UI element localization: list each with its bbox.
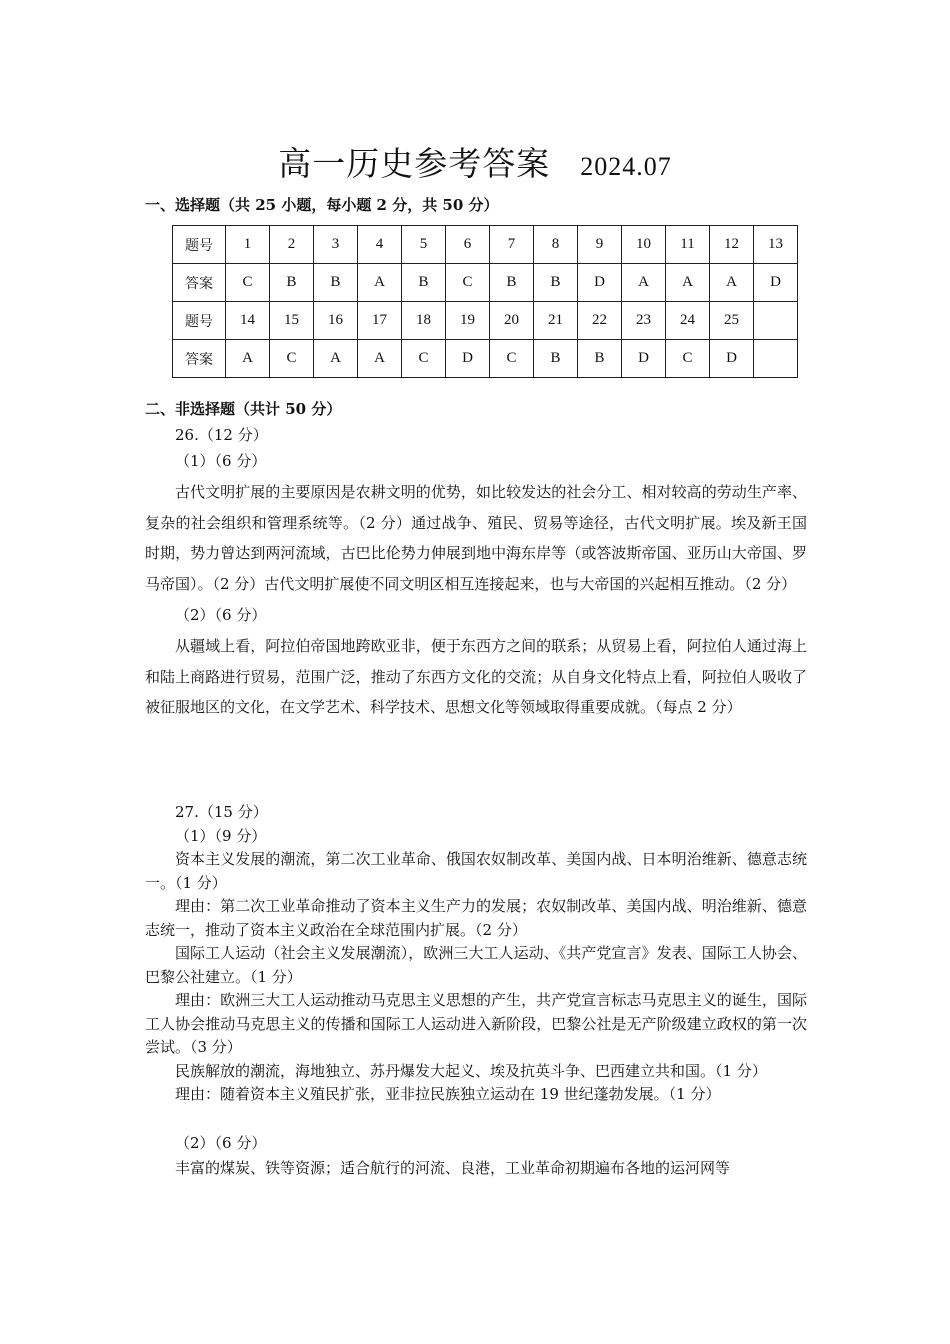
question-number-cell: 6 bbox=[446, 226, 490, 264]
answer-letter-cell: B bbox=[534, 264, 578, 302]
question-number-row bbox=[173, 302, 798, 340]
question-number-cell: 18 bbox=[402, 302, 446, 340]
question-number-cell: 3 bbox=[314, 226, 358, 264]
answer-row bbox=[173, 340, 798, 378]
q27-para: 国际工人运动（社会主义发展潮流），欧洲三大工人运动、《共产党宣言》发表、国际工人协会、巴黎公社建立。（1 分） bbox=[145, 944, 807, 986]
q26-part1-text: 古代文明扩展的主要原因是农耕文明的优势，如比较发达的社会分工、相对较高的劳动生产率、复杂的社会组织和管理系统等。（2 分）通过战争、殖民、贸易等途径，古代文明扩展。埃及新王国时期，势力曾达到两河流域，古巴比伦势力伸展到地中海东岸等（或答波斯帝国、亚历山大帝国、罗马帝国）。（2 分）古代文明扩展使不同文明区相互连接起来，也与大帝国的兴起相互推动。（2 分） bbox=[145, 483, 807, 593]
question-number-cell: 15 bbox=[270, 302, 314, 340]
question-number-cell: 11 bbox=[666, 226, 710, 264]
question-number-cell: 1 bbox=[226, 226, 270, 264]
question-number-cell: 21 bbox=[534, 302, 578, 340]
section2-heading: 二、非选择题（共计 50 分） bbox=[145, 400, 342, 418]
answer-letter-cell: A bbox=[622, 264, 666, 302]
question-number-cell: 4 bbox=[358, 226, 402, 264]
row-label: 题号 bbox=[173, 302, 226, 340]
answer-letter-cell: B bbox=[490, 264, 534, 302]
answer-letter-cell: C bbox=[402, 340, 446, 378]
answer-letter-cell: D bbox=[578, 264, 622, 302]
question-number-cell: 7 bbox=[490, 226, 534, 264]
answer-letter-cell: D bbox=[622, 340, 666, 378]
answer-letter-cell bbox=[754, 340, 798, 378]
row-label: 答案 bbox=[173, 340, 226, 378]
row-label: 答案 bbox=[173, 264, 226, 302]
question-number-cell: 23 bbox=[622, 302, 666, 340]
question-number-cell: 9 bbox=[578, 226, 622, 264]
q26-part2-text: 从疆域上看，阿拉伯帝国地跨欧亚非，便于东西方之间的联系；从贸易上看，阿拉伯人通过海上和陆上商路进行贸易，范围广泛，推动了东西方文化的交流；从自身文化特点上看，阿拉伯人吸收了被征服地区的文化，在文学艺术、科学技术、思想文化等领域取得重要成就。（每点 2 分） bbox=[145, 637, 807, 716]
title-date: 2024.07 bbox=[580, 152, 672, 181]
row-label: 题号 bbox=[173, 226, 226, 264]
question-number-cell: 22 bbox=[578, 302, 622, 340]
answer-letter-cell: B bbox=[534, 340, 578, 378]
answer-letter-cell: B bbox=[578, 340, 622, 378]
answer-letter-cell: A bbox=[710, 264, 754, 302]
q27-part2-text: 丰富的煤炭、铁等资源；适合航行的河流、良港，工业革命初期遍布各地的运河网等 bbox=[175, 1158, 731, 1177]
answer-letter-cell: A bbox=[358, 340, 402, 378]
q26-part1-label: （1）（6 分） bbox=[175, 452, 267, 470]
answer-letter-cell: C bbox=[226, 264, 270, 302]
question-number-cell: 10 bbox=[622, 226, 666, 264]
answer-letter-cell: C bbox=[666, 340, 710, 378]
q27-para: 民族解放的潮流，海地独立、苏丹爆发大起义、埃及抗英斗争、巴西建立共和国。（1 分） bbox=[175, 1061, 767, 1080]
question-number-cell: 12 bbox=[710, 226, 754, 264]
q26-part2-label: （2）（6 分） bbox=[175, 606, 267, 624]
answer-letter-cell: A bbox=[358, 264, 402, 302]
question-number-cell: 20 bbox=[490, 302, 534, 340]
answer-letter-cell: D bbox=[710, 340, 754, 378]
question-number-cell bbox=[754, 302, 798, 340]
question-number-cell: 24 bbox=[666, 302, 710, 340]
question-number-cell: 13 bbox=[754, 226, 798, 264]
question-number-cell: 8 bbox=[534, 226, 578, 264]
question-number-cell: 17 bbox=[358, 302, 402, 340]
title-text: 高一历史参考答案 bbox=[278, 144, 551, 183]
question-number-cell: 19 bbox=[446, 302, 490, 340]
q26-label: 26.（12 分） bbox=[175, 426, 268, 444]
question-number-cell: 2 bbox=[270, 226, 314, 264]
page-title bbox=[0, 138, 950, 185]
question-number-cell: 25 bbox=[710, 302, 754, 340]
answer-letter-cell: A bbox=[226, 340, 270, 378]
q27-part1-label: （1）（9 分） bbox=[175, 827, 267, 845]
question-number-row bbox=[173, 226, 798, 264]
answer-letter-cell: B bbox=[402, 264, 446, 302]
answer-letter-cell: C bbox=[490, 340, 534, 378]
question-26 bbox=[145, 423, 807, 723]
answer-letter-cell: A bbox=[666, 264, 710, 302]
answer-letter-cell: C bbox=[270, 340, 314, 378]
question-number-cell: 14 bbox=[226, 302, 270, 340]
q27-label: 27.（15 分） bbox=[175, 803, 268, 821]
question-number-cell: 16 bbox=[314, 302, 358, 340]
q27-para: 理由：第二次工业革命推动了资本主义生产力的发展；农奴制改革、美国内战、明治维新、德意志统一，推动了资本主义政治在全球范围内扩展。（2 分） bbox=[145, 897, 807, 939]
answer-letter-cell: C bbox=[446, 264, 490, 302]
q27-part2-label: （2）（6 分） bbox=[175, 1133, 267, 1152]
q27-para: 理由：随着资本主义殖民扩张，亚非拉民族独立运动在 19 世纪蓬勃发展。（1 分） bbox=[175, 1085, 721, 1103]
question-number-cell: 5 bbox=[402, 226, 446, 264]
answer-letter-cell: B bbox=[270, 264, 314, 302]
section1-heading: 一、选择题（共 25 小题，每小题 2 分，共 50 分） bbox=[145, 196, 499, 214]
answer-row bbox=[173, 264, 798, 302]
q27-para: 理由：欧洲三大工人运动推动马克思主义思想的产生，共产党宣言标志马克思主义的诞生，国际工人协会推动马克思主义的传播和国际工人运动进入新阶段，巴黎公社是无产阶级建立政权的第一次尝试。（3 分） bbox=[145, 991, 807, 1056]
question-27 bbox=[145, 800, 807, 1180]
q27-para: 资本主义发展的潮流，第二次工业革命、俄国农奴制改革、美国内战、日本明治维新、德意志统一。（1 分） bbox=[145, 850, 807, 892]
answer-letter-cell: B bbox=[314, 264, 358, 302]
answer-letter-cell: A bbox=[314, 340, 358, 378]
answer-letter-cell: D bbox=[754, 264, 798, 302]
answer-table bbox=[172, 225, 798, 378]
answer-letter-cell: D bbox=[446, 340, 490, 378]
